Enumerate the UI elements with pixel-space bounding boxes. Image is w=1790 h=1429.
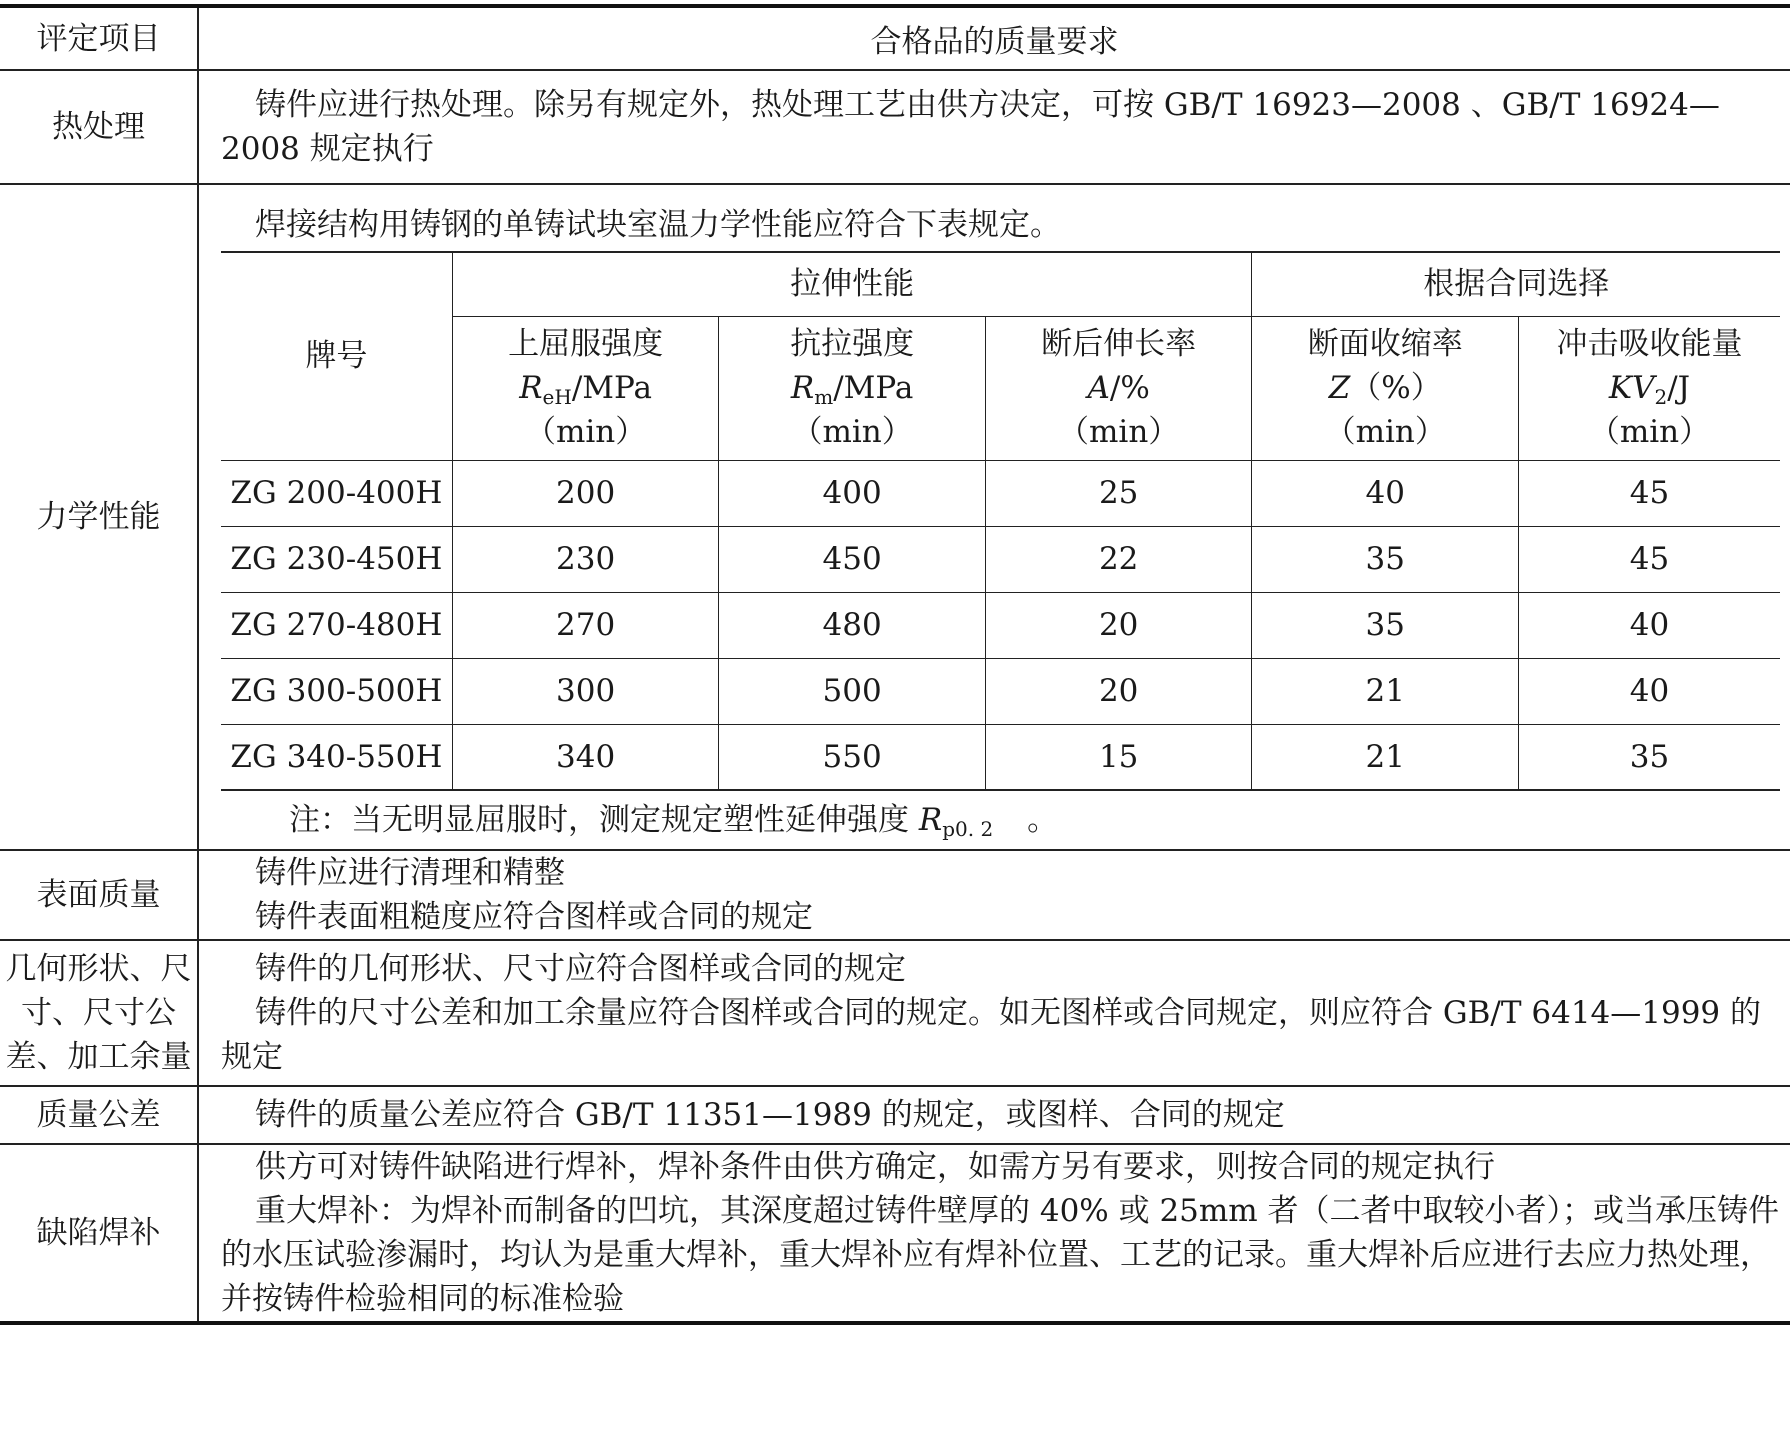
note-sym: R — [918, 802, 943, 838]
yield-cell: 300 — [452, 658, 719, 724]
mechanical-requirement — [198, 184, 1790, 850]
elongation-cell: 25 — [985, 460, 1252, 526]
surface-item: 表面质量 — [0, 850, 198, 940]
heat-treatment-requirement — [198, 70, 1790, 184]
reduction-cell: 40 — [1252, 460, 1519, 526]
col-yield-sub: eH — [542, 385, 572, 409]
note-prefix: 注：当无明显屈服时，测定规定塑性延伸强度 — [289, 802, 919, 838]
col-tensile-symbol — [719, 366, 985, 410]
col-impact-symbol — [1519, 366, 1780, 410]
table-row — [221, 460, 1780, 526]
col-reduct-name: 断面收缩率 — [1307, 326, 1463, 362]
col-impact-min: （min） — [1588, 414, 1711, 450]
quality-requirements-table — [0, 4, 1790, 1325]
surface-row — [0, 850, 1790, 940]
tensile-cell: 550 — [719, 724, 986, 790]
table-row — [221, 592, 1780, 658]
impact-cell: 45 — [1518, 526, 1780, 592]
col-elong-name: 断后伸长率 — [1041, 326, 1197, 362]
column-header-row — [221, 316, 1780, 460]
grade-cell: ZG 340-550H — [221, 724, 452, 790]
elongation-cell: 20 — [985, 658, 1252, 724]
tensile-cell: 450 — [719, 526, 986, 592]
yield-cell: 230 — [452, 526, 719, 592]
mechanical-properties-table — [221, 251, 1780, 791]
repair-item: 缺陷焊补 — [0, 1144, 198, 1323]
reduction-cell: 35 — [1252, 592, 1519, 658]
reduction-cell: 35 — [1252, 526, 1519, 592]
col-reduct-min: （min） — [1324, 414, 1446, 450]
mass-row — [0, 1086, 1790, 1144]
mechanical-intro-text: 焊接结构用铸钢的单铸试块室温力学性能应符合下表规定。 — [255, 207, 1061, 243]
heat-treatment-text: 铸件应进行热处理。除另有规定外，热处理工艺由供方决定，可按 GB/T 16923—2008 、GB/T 16924—2008 规定执行 — [221, 87, 1720, 167]
geometry-row — [0, 940, 1790, 1086]
group-contract: 根据合同选择 — [1252, 252, 1780, 316]
header-row — [0, 6, 1790, 70]
repair-line2: 重大焊补：为焊补而制备的凹坑，其深度超过铸件壁厚的 40% 或 25mm 者（二者中取较小者）；或当承压铸件的水压试验渗漏时，均认为是重大焊补，重大焊补应有焊补位置、工艺的记录。重大焊补后应进行去应力热处理，并按铸件检验相同的标准检验 — [221, 1193, 1780, 1317]
col-tensile-sym: R — [790, 370, 815, 406]
col-elong-unit: /% — [1109, 370, 1150, 406]
elongation-cell: 15 — [985, 724, 1252, 790]
yield-cell: 200 — [452, 460, 719, 526]
grade-cell: ZG 270-480H — [221, 592, 452, 658]
mass-line1: 铸件的质量公差应符合 GB/T 11351—1989 的规定，或图样、合同的规定 — [255, 1097, 1285, 1133]
col-elong-min: （min） — [1058, 414, 1180, 450]
grade-cell: ZG 230-450H — [221, 526, 452, 592]
elongation-cell: 22 — [985, 526, 1252, 592]
col-yield — [452, 316, 719, 460]
repair-line1: 供方可对铸件缺陷进行焊补，焊补条件由供方确定，如需方另有要求，则按合同的规定执行 — [255, 1149, 1495, 1185]
reduction-cell: 21 — [1252, 724, 1519, 790]
col-yield-unit: /MPa — [571, 370, 652, 406]
elongation-cell: 20 — [985, 592, 1252, 658]
surface-line1: 铸件应进行清理和精整 — [255, 855, 565, 891]
table-row — [221, 724, 1780, 790]
col-elong-symbol — [986, 366, 1252, 410]
grade-cell: ZG 300-500H — [221, 658, 452, 724]
repair-row — [0, 1144, 1790, 1323]
geometry-item: 几何形状、尺寸、尺寸公差、加工余量 — [0, 940, 198, 1086]
note-suffix: 。 — [1027, 802, 1059, 838]
col-reduction — [1252, 316, 1519, 460]
col-yield-min: （min） — [524, 414, 647, 450]
impact-cell: 40 — [1518, 592, 1780, 658]
impact-cell: 40 — [1518, 658, 1780, 724]
surface-line2: 铸件表面粗糙度应符合图样或合同的规定 — [255, 899, 813, 935]
col-impact-name: 冲击吸收能量 — [1556, 326, 1743, 362]
col-tensile-name: 抗拉强度 — [790, 326, 915, 362]
col-tensile — [719, 316, 986, 460]
yield-cell: 340 — [452, 724, 719, 790]
impact-cell: 45 — [1518, 460, 1780, 526]
reduction-cell: 21 — [1252, 658, 1519, 724]
group-tensile: 拉伸性能 — [452, 252, 1252, 316]
col-reduct-unit: （%） — [1350, 370, 1442, 406]
tensile-cell: 500 — [719, 658, 986, 724]
col-yield-name: 上屈服强度 — [508, 326, 664, 362]
col-yield-sym: R — [519, 370, 543, 406]
col-grade: 牌号 — [221, 252, 452, 460]
col-impact-unit: /J — [1667, 370, 1691, 406]
mass-item: 质量公差 — [0, 1086, 198, 1144]
col-yield-symbol — [453, 366, 719, 410]
col-reduct-symbol — [1252, 366, 1518, 410]
mechanical-note — [221, 791, 1780, 849]
col-tensile-sub: m — [814, 385, 834, 409]
note-text — [221, 798, 1058, 842]
col-elongation — [985, 316, 1252, 460]
col-reduct-sym: Z — [1328, 370, 1351, 406]
geometry-line1: 铸件的几何形状、尺寸应符合图样或合同的规定 — [255, 951, 906, 987]
header-item: 评定项目 — [0, 6, 198, 70]
col-impact — [1518, 316, 1780, 460]
table-row — [221, 526, 1780, 592]
col-elong-sym: A — [1087, 370, 1110, 406]
table-row — [221, 658, 1780, 724]
mechanical-item: 力学性能 — [0, 184, 198, 850]
mechanical-intro — [221, 185, 1780, 251]
note-sub: p0. 2 — [942, 817, 994, 841]
grade-cell: ZG 200-400H — [221, 460, 452, 526]
surface-requirement — [198, 850, 1790, 940]
impact-cell: 35 — [1518, 724, 1780, 790]
tensile-cell: 400 — [719, 460, 986, 526]
heat-treatment-item: 热处理 — [0, 70, 198, 184]
header-requirement: 合格品的质量要求 — [198, 6, 1790, 70]
heat-treatment-row — [0, 70, 1790, 184]
geometry-line2: 铸件的尺寸公差和加工余量应符合图样或合同的规定。如无图样或合同规定，则应符合 GB/T 6414—1999 的规定 — [221, 995, 1762, 1075]
col-impact-sub: 2 — [1654, 385, 1668, 409]
col-impact-sym: KV — [1608, 370, 1655, 406]
geometry-requirement — [198, 940, 1790, 1086]
group-header-row — [221, 252, 1780, 316]
col-tensile-min: （min） — [791, 414, 913, 450]
repair-requirement — [198, 1144, 1790, 1323]
tensile-cell: 480 — [719, 592, 986, 658]
col-tensile-unit: /MPa — [833, 370, 914, 406]
yield-cell: 270 — [452, 592, 719, 658]
mass-requirement — [198, 1086, 1790, 1144]
mechanical-row — [0, 184, 1790, 850]
